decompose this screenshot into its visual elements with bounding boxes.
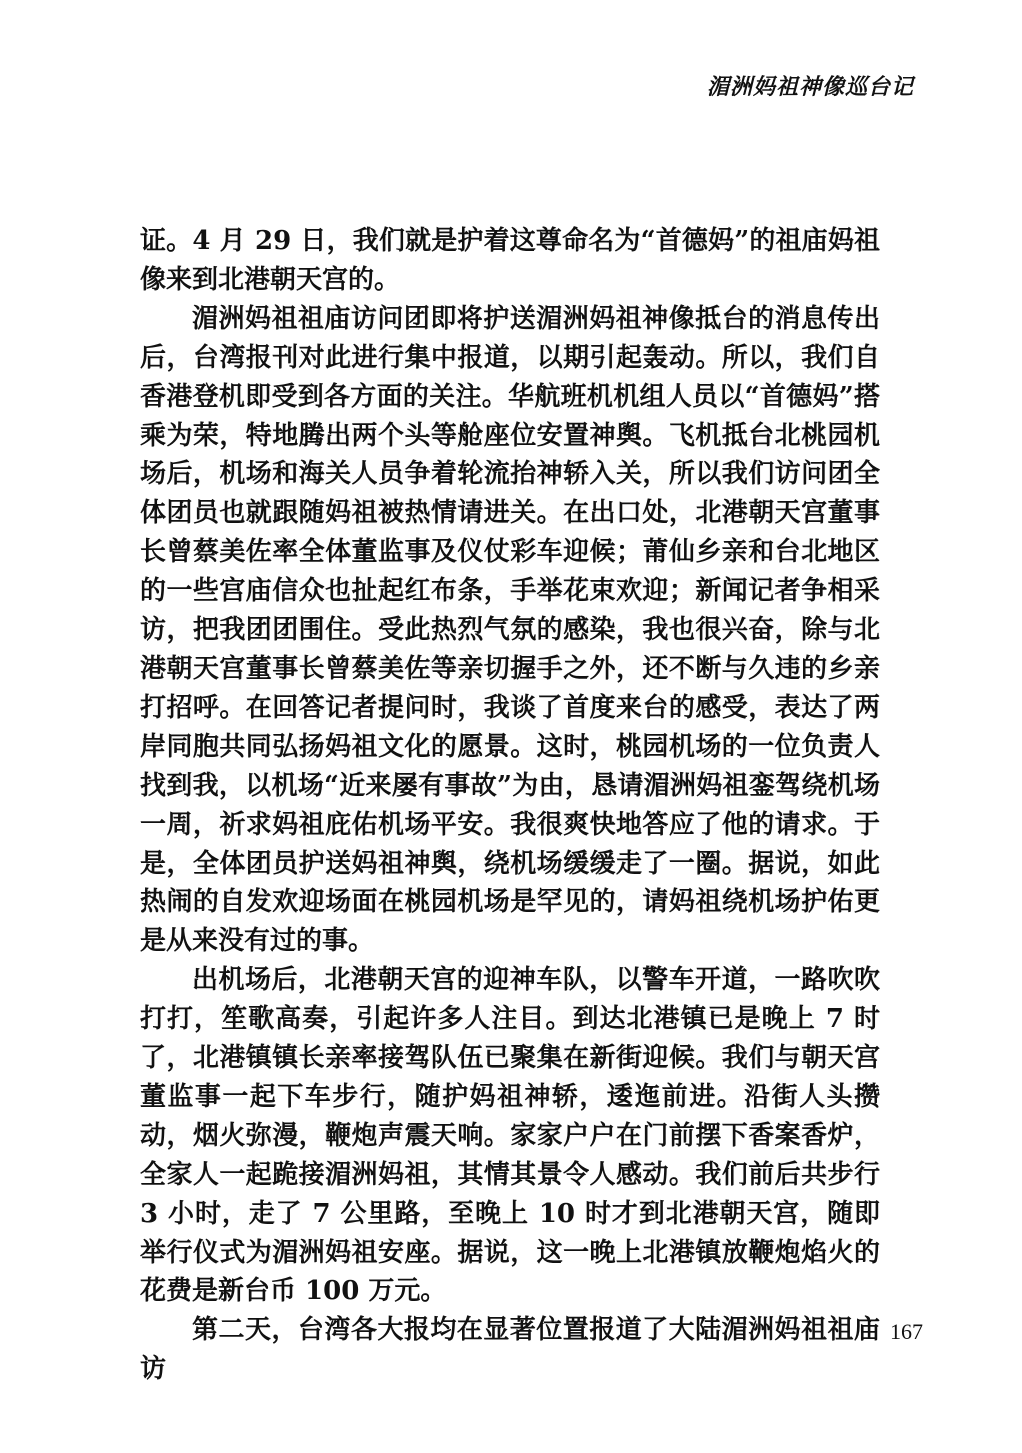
body-text [140,222,880,1389]
page-number: 167 [890,1319,923,1344]
paragraph-next-day: 第二天，台湾各大报均在显著位置报道了大陆湄洲妈祖祖庙访 [140,1315,880,1385]
paragraph-beigang-procession: 出机场后，北港朝天宫的迎神车队，以警车开道，一路吹吹打打，笙歌高奏，引起许多人注目。到达北港镇已是晚上 7 时了，北港镇镇长亲率接驾队伍已聚集在新街迎候。我们与朝天宫董监事一起下车步行，随护妈祖神轿，逶迤前进。沿街人头攒动，烟火弥漫，鞭炮声震天响。家家户户在门前摆下香案香炉，全家人一起跪接湄洲妈祖，其情其景令人感动。我们前后共步行 3 小时，走了 7 公里路，至晚上 10 时才到北港朝天宫，随即举行仪式为湄洲妈祖安座。据说，这一晚上北港镇放鞭炮焰火的花费是新台币 100 万元。 [140,965,880,1307]
paragraph-airport-arrival: 湄洲妈祖祖庙访问团即将护送湄洲妈祖神像抵台的消息传出后，台湾报刊对此进行集中报道，以期引起轰动。所以，我们自香港登机即受到各方面的关注。华航班机机组人员以“首德妈”搭乘为荣，特地腾出两个头等舱座位安置神舆。飞机抵台北桃园机场后，机场和海关人员争着轮流抬神轿入关，所以我们访问团全体团员也就跟随妈祖被热情请进关。在出口处，北港朝天宫董事长曾蔡美佐率全体董监事及仪仗彩车迎候；莆仙乡亲和台北地区的一些宫庙信众也扯起红布条，手举花束欢迎；新闻记者争相采访，把我团团围住。受此热烈气氛的感染，我也很兴奋，除与北港朝天宫董事长曾蔡美佐等亲切握手之外，还不断与久违的乡亲打招呼。在回答记者提问时，我谈了首度来台的感受，表达了两岸同胞共同弘扬妈祖文化的愿景。这时，桃园机场的一位负责人找到我，以机场“近来屡有事故”为由，恳请湄洲妈祖銮驾绕机场一周，祈求妈祖庇佑机场平安。我很爽快地答应了他的请求。于是，全体团员护送妈祖神舆，绕机场缓缓走了一圈。据说，如此热闹的自发欢迎场面在桃园机场是罕见的，请妈祖绕机场护佑更是从来没有过的事。 [140,303,880,957]
running-header: 湄洲妈祖神像巡台记 [706,74,914,100]
paragraph-continuation: 证。4 月 29 日，我们就是护着这尊命名为“首德妈”的祖庙妈祖像来到北港朝天宫的。 [140,226,880,295]
